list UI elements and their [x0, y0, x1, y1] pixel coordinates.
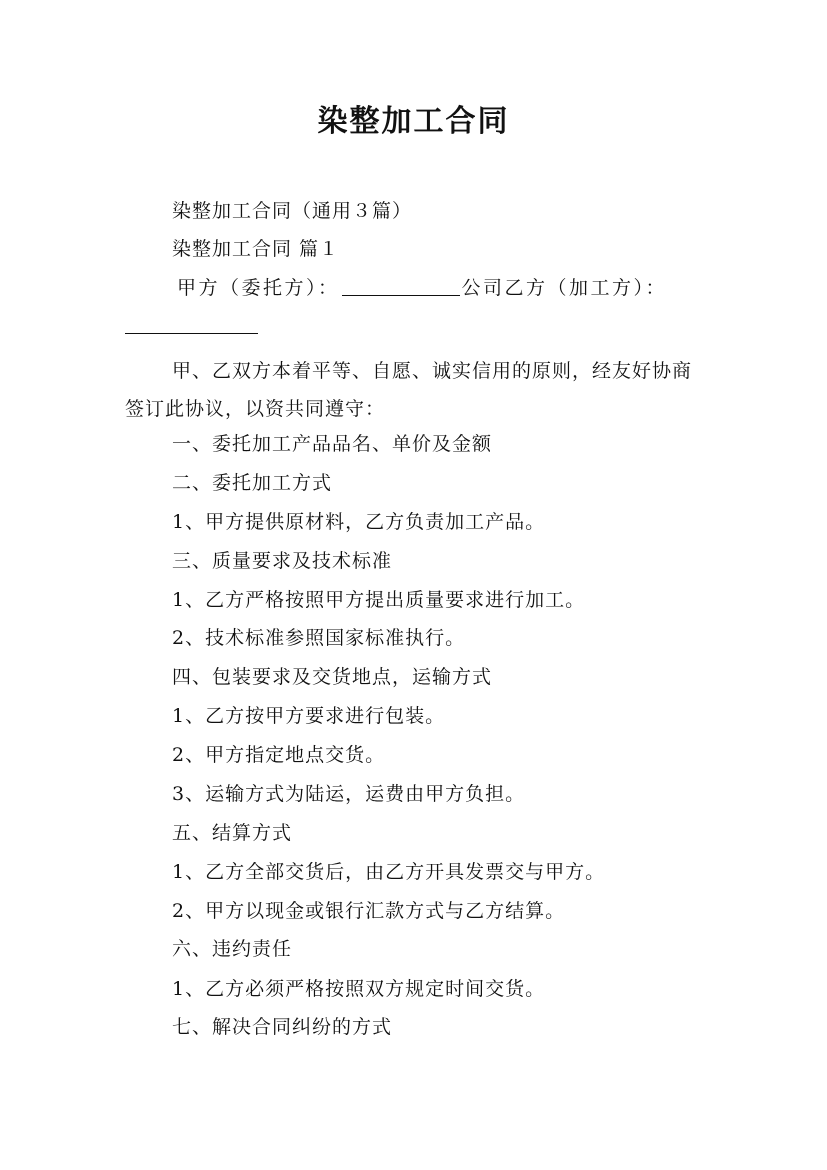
clause-heading: 二、委托加工方式: [172, 472, 333, 494]
clause-heading: 三、质量要求及技术标准: [172, 550, 393, 572]
party-b-label: 公司乙方（加工方）：: [461, 277, 668, 299]
section-heading: 染整加工合同 篇１: [172, 238, 340, 260]
document-subtitle: 染整加工合同（通用３篇）: [172, 200, 413, 222]
party-b-blank: [125, 313, 258, 334]
clause-heading: 五、结算方式: [172, 822, 293, 844]
party-a-label: 甲方（委托方）：: [177, 277, 340, 299]
clause-item: 3、运输方式为陆运，运费由甲方负担。: [172, 783, 526, 805]
clause-item: 1、乙方全部交货后，由乙方开具发票交与甲方。: [172, 861, 606, 883]
clause-item: 2、技术标准参照国家标准执行。: [172, 627, 466, 649]
clause-item: 1、乙方严格按照甲方提出质量要求进行加工。: [172, 589, 586, 611]
clause-item: 1、甲方提供原材料，乙方负责加工产品。: [172, 511, 546, 533]
clause-item: 1、乙方按甲方要求进行包装。: [172, 705, 446, 727]
party-a-blank: [342, 275, 460, 296]
clause-item: 1、乙方必须严格按照双方规定时间交货。: [172, 978, 546, 1000]
party-line: [177, 274, 667, 302]
clause-heading: 四、包装要求及交货地点，运输方式: [172, 666, 493, 688]
document-title: 染整加工合同: [317, 104, 510, 139]
clause-item: 2、甲方指定地点交货。: [172, 744, 386, 766]
clause-heading: 七、解决合同纠纷的方式: [172, 1016, 393, 1038]
clause-item: 2、甲方以现金或银行汇款方式与乙方结算。: [172, 900, 566, 922]
clause-heading: 一、委托加工产品品名、单价及金额: [172, 433, 493, 455]
clause-heading: 六、违约责任: [172, 938, 293, 960]
intro-paragraph: 甲、乙双方本着平等、自愿、诚实信用的原则，经友好协商签订此协议，以资共同遵守：: [125, 360, 693, 420]
